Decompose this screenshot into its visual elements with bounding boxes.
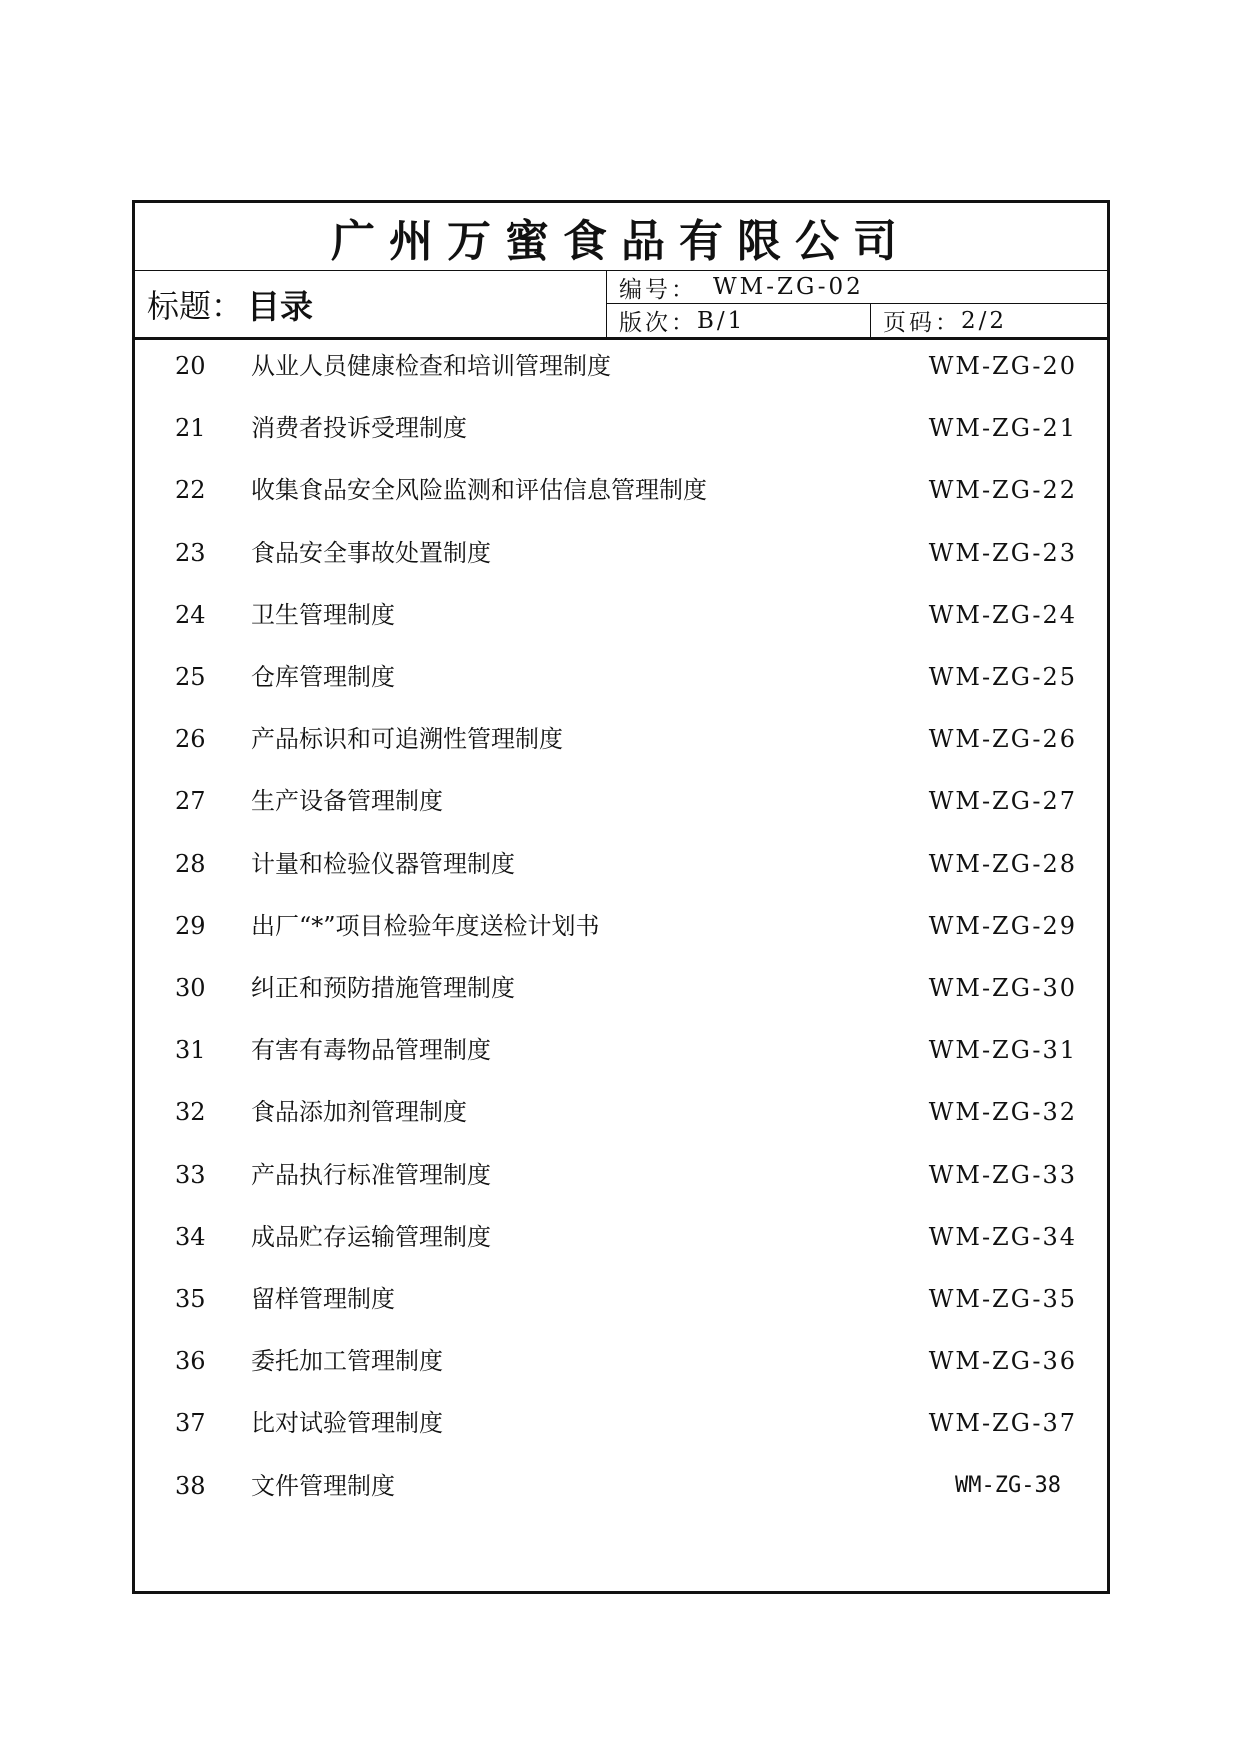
toc-entry-code: WM-ZG-20 bbox=[928, 352, 1077, 380]
toc-entry-number: 31 bbox=[175, 1036, 206, 1065]
page-cell bbox=[871, 304, 1107, 337]
toc-entry-number: 24 bbox=[175, 600, 206, 629]
title-value: 目录 bbox=[247, 286, 314, 326]
toc-entry-code: WM-ZG-28 bbox=[928, 849, 1077, 878]
toc-entry-title: 消费者投诉受理制度 bbox=[251, 414, 467, 443]
toc-entry bbox=[135, 1155, 1107, 1195]
toc-entry-code: WM-ZG-26 bbox=[928, 725, 1077, 754]
toc-entry-code: WM-ZG-29 bbox=[928, 911, 1077, 940]
toc-entry-code: WM-ZG-37 bbox=[928, 1409, 1077, 1438]
toc-entry-number: 36 bbox=[175, 1347, 206, 1376]
toc-entry-number: 20 bbox=[175, 352, 206, 380]
toc-entry-title: 卫生管理制度 bbox=[251, 600, 395, 629]
toc-entry bbox=[135, 781, 1107, 821]
toc-entry-number: 38 bbox=[175, 1471, 206, 1500]
toc-entry-number: 22 bbox=[175, 476, 206, 505]
title-label: 标题： bbox=[147, 287, 244, 325]
toc-entry-title: 文件管理制度 bbox=[251, 1471, 395, 1500]
toc-entry bbox=[135, 657, 1107, 697]
toc-entry-title: 生产设备管理制度 bbox=[251, 787, 443, 816]
toc-entry-title: 纠正和预防措施管理制度 bbox=[251, 974, 515, 1002]
toc-entry-number: 34 bbox=[175, 1222, 206, 1251]
toc-entry bbox=[135, 408, 1107, 448]
toc-entry-title: 成品贮存运输管理制度 bbox=[251, 1222, 491, 1251]
toc-entry-code: WM-ZG-23 bbox=[928, 538, 1077, 567]
toc-entry-number: 27 bbox=[175, 787, 206, 816]
toc-entry-title: 产品执行标准管理制度 bbox=[251, 1160, 491, 1189]
toc-entry bbox=[135, 1466, 1107, 1506]
toc-entry-number: 30 bbox=[175, 974, 206, 1002]
toc-entry-title: 计量和检验仪器管理制度 bbox=[251, 849, 515, 878]
toc-entry bbox=[135, 470, 1107, 510]
toc-entry bbox=[135, 1279, 1107, 1319]
toc-entry-code: WM-ZG-27 bbox=[928, 787, 1077, 816]
toc-entry-title: 仓库管理制度 bbox=[251, 663, 395, 691]
toc-entry bbox=[135, 719, 1107, 759]
toc-entry bbox=[135, 1030, 1107, 1070]
doc-number-label: 编号： bbox=[619, 276, 697, 303]
toc-entry-title: 留样管理制度 bbox=[251, 1285, 395, 1313]
toc-entry-title: 委托加工管理制度 bbox=[251, 1347, 443, 1376]
version-value: B/1 bbox=[697, 307, 746, 334]
header-row bbox=[135, 271, 1107, 340]
toc-entry bbox=[135, 1217, 1107, 1257]
toc-entry bbox=[135, 346, 1107, 386]
version-page-cell bbox=[607, 304, 1107, 337]
toc-entry-code: WM-ZG-34 bbox=[928, 1222, 1077, 1251]
toc-entry-number: 25 bbox=[175, 663, 206, 691]
toc-entry-code: WM-ZG-22 bbox=[928, 476, 1077, 505]
toc-entry-title: 比对试验管理制度 bbox=[251, 1409, 443, 1438]
toc-entry-number: 28 bbox=[175, 849, 206, 878]
toc-entry-code: WM-ZG-36 bbox=[928, 1347, 1077, 1376]
toc-entry-title: 食品安全事故处置制度 bbox=[251, 538, 491, 567]
toc-entry-code: WM-ZG-35 bbox=[928, 1285, 1077, 1313]
title-cell bbox=[135, 271, 607, 337]
toc-entry bbox=[135, 1403, 1107, 1443]
toc-entry-title: 产品标识和可追溯性管理制度 bbox=[251, 725, 563, 754]
toc-entry-title: 有害有毒物品管理制度 bbox=[251, 1036, 491, 1065]
toc-entry-code: WM-ZG-24 bbox=[928, 600, 1077, 629]
toc-entry-number: 35 bbox=[175, 1285, 206, 1313]
toc-entry bbox=[135, 906, 1107, 946]
toc-entry-number: 23 bbox=[175, 538, 206, 567]
toc-entry-code: WM-ZG-30 bbox=[928, 974, 1077, 1002]
toc-entry-code: WM-ZG-38 bbox=[955, 1472, 1061, 1498]
toc-entry-title: 出厂“*”项目检验年度送检计划书 bbox=[251, 911, 600, 940]
toc-entry-number: 33 bbox=[175, 1160, 206, 1189]
toc-entry bbox=[135, 844, 1107, 884]
toc-entry-title: 收集食品安全风险监测和评估信息管理制度 bbox=[251, 476, 707, 505]
toc-entry-title: 从业人员健康检查和培训管理制度 bbox=[251, 352, 611, 380]
toc-entry bbox=[135, 1092, 1107, 1132]
toc-entry-number: 37 bbox=[175, 1409, 206, 1438]
toc-entry-code: WM-ZG-31 bbox=[928, 1036, 1077, 1065]
toc-entry-code: WM-ZG-32 bbox=[928, 1098, 1077, 1127]
version-cell bbox=[607, 304, 871, 337]
doc-number-cell bbox=[607, 271, 1107, 304]
toc-entry-number: 26 bbox=[175, 725, 206, 754]
toc-entry-code: WM-ZG-25 bbox=[928, 663, 1077, 691]
toc-entry-title: 食品添加剂管理制度 bbox=[251, 1098, 467, 1127]
toc-entry-code: WM-ZG-21 bbox=[928, 414, 1077, 443]
page-value: 2/2 bbox=[961, 307, 1008, 334]
page-label: 页码： bbox=[883, 310, 961, 336]
document-frame bbox=[132, 200, 1110, 1594]
toc-entry bbox=[135, 968, 1107, 1008]
doc-number-value: WM-ZG-02 bbox=[713, 274, 864, 300]
company-title: 广州万蜜食品有限公司 bbox=[135, 203, 1107, 271]
toc-entry bbox=[135, 533, 1107, 573]
toc-entry bbox=[135, 595, 1107, 635]
toc-entry-number: 21 bbox=[175, 414, 206, 443]
toc-entry-number: 32 bbox=[175, 1098, 206, 1127]
toc-entry bbox=[135, 1341, 1107, 1381]
toc-entry-number: 29 bbox=[175, 911, 206, 940]
toc-entry-code: WM-ZG-33 bbox=[928, 1160, 1077, 1189]
version-label: 版次： bbox=[619, 310, 697, 336]
